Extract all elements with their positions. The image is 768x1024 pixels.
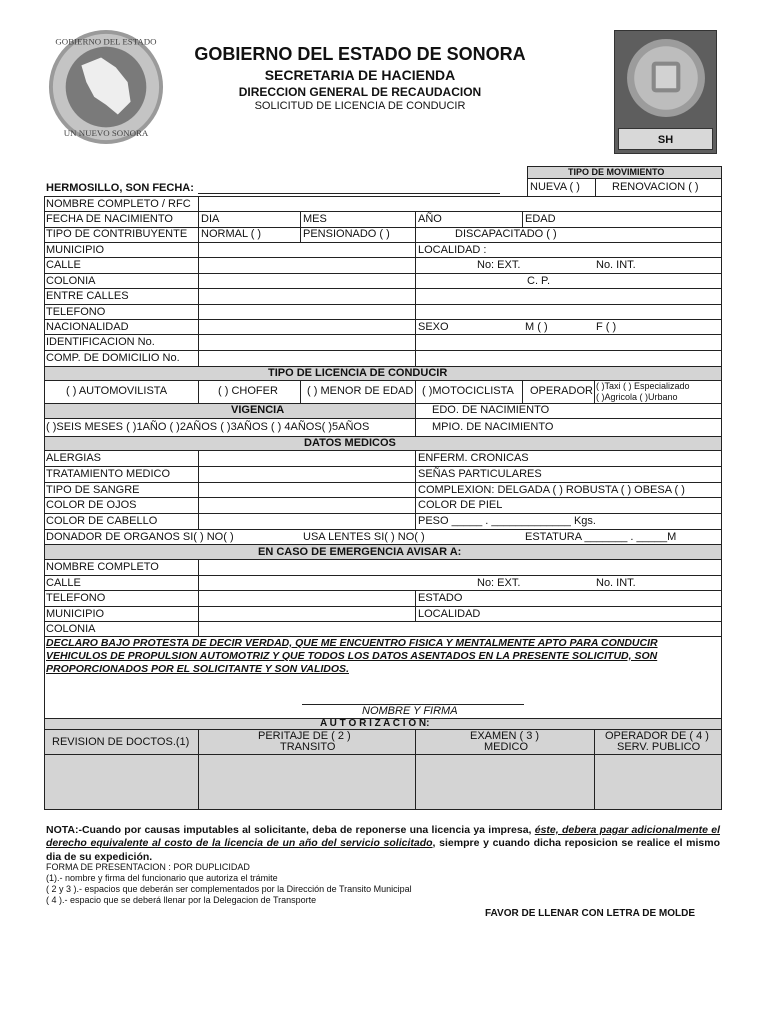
hacienda-seal-logo xyxy=(625,37,707,119)
fecha-label: HERMOSILLO, SON FECHA: xyxy=(46,182,194,194)
nota-text-2: , siempre y cuando dicha reposicion se realice el mismo dia de su expedición. xyxy=(46,837,720,863)
estatura-field[interactable]: ESTATURA _______ . _____M xyxy=(525,531,677,543)
renovacion-option[interactable]: RENOVACION ( ) xyxy=(612,181,699,193)
emergencia-title: EN CASO DE EMERGENCIA AVISAR A: xyxy=(258,546,462,558)
cp-label: C. P. xyxy=(527,275,551,287)
entre-calles-label: ENTRE CALLES xyxy=(46,290,129,302)
no-int-label: No. INT. xyxy=(596,259,636,271)
tratamiento-label: TRATAMIENTO MEDICO xyxy=(46,468,171,480)
automovilista-option[interactable]: ( ) AUTOMOVILISTA xyxy=(66,385,168,397)
operador-header-1: OPERADOR DE ( 4 ) xyxy=(605,730,709,742)
nacionalidad-label: NACIONALIDAD xyxy=(46,321,129,333)
edo-nacimiento-label: EDO. DE NACIMIENTO xyxy=(432,404,550,416)
donador-options[interactable]: DONADOR DE ORGANOS SI( ) NO( ) xyxy=(46,531,234,543)
examen-header-1: EXAMEN ( 3 ) xyxy=(470,730,540,742)
nombre-label: NOMBRE COMPLETO / RFC xyxy=(46,198,191,210)
tipo-sangre-label: TIPO DE SANGRE xyxy=(46,484,140,496)
agricola-urbano-option[interactable]: ( )Agricola ( )Urbano xyxy=(596,392,678,402)
identificacion-label: IDENTIFICACION No. xyxy=(46,336,155,348)
em-calle-label: CALLE xyxy=(46,577,81,589)
localidad-label: LOCALIDAD : xyxy=(418,244,487,256)
mes-label: MES xyxy=(303,213,327,225)
nueva-option[interactable]: NUEVA ( ) xyxy=(530,181,580,193)
forma-presentacion: FORMA DE PRESENTACION : POR DUPLICIDAD xyxy=(46,862,250,872)
mpio-nacimiento-label: MPIO. DE NACIMIENTO xyxy=(432,421,554,433)
enferm-cronicas-label: ENFERM. CRONICAS xyxy=(418,452,529,464)
nota-line-1: (1).- nombre y firma del funcionario que autoriza el trámite xyxy=(46,873,278,883)
calle-label: CALLE xyxy=(46,259,81,271)
color-cabello-label: COLOR DE CABELLO xyxy=(46,515,158,527)
licencia-title: TIPO DE LICENCIA DE CONDUCIR xyxy=(268,367,448,379)
em-localidad-label: LOCALIDAD xyxy=(418,608,481,620)
direccion-title: DIRECCION GENERAL DE RECAUDACION xyxy=(238,85,482,99)
em-nombre-label: NOMBRE COMPLETO xyxy=(46,561,159,573)
sexo-label: SEXO xyxy=(418,321,449,333)
motociclista-option[interactable]: ( )MOTOCICLISTA xyxy=(422,385,514,397)
peso-field[interactable]: PESO _____ . _____________ Kgs. xyxy=(418,515,596,527)
colonia-label: COLONIA xyxy=(46,275,96,287)
firma-label: NOMBRE Y FIRMA xyxy=(362,705,458,717)
peritaje-header-2: TRANSITO xyxy=(280,741,336,753)
em-colonia-label: COLONIA xyxy=(46,623,96,635)
revision-header: REVISION DE DOCTOS.(1) xyxy=(52,736,190,748)
complexion-options[interactable]: COMPLEXION: DELGADA ( ) ROBUSTA ( ) OBESA ( ) xyxy=(418,484,685,496)
nota-paragraph xyxy=(46,824,720,864)
dia-label: DIA xyxy=(201,213,220,225)
tipo-contrib-label: TIPO DE CONTRIBUYENTE xyxy=(46,228,188,240)
municipio-label: MUNICIPIO xyxy=(46,244,105,256)
fecha-underline[interactable] xyxy=(198,193,500,194)
pensionado-option[interactable]: PENSIONADO ( ) xyxy=(303,228,390,240)
comp-domicilio-label: COMP. DE DOMICILIO No. xyxy=(46,352,180,364)
secretaria-title: SECRETARIA DE HACIENDA xyxy=(264,67,456,83)
edad-label: EDAD xyxy=(525,213,556,225)
seal-text-bottom: UN NUEVO SONORA xyxy=(63,128,149,139)
telefono-label: TELEFONO xyxy=(46,306,106,318)
sexo-f-option[interactable]: F ( ) xyxy=(596,321,617,333)
taxi-especializado-option[interactable]: ( )Taxi ( ) Especializado xyxy=(596,381,690,391)
no-ext-label: No: EXT. xyxy=(477,259,521,271)
form-title: SOLICITUD DE LICENCIA DE CONDUCIR xyxy=(254,100,466,112)
menor-edad-option[interactable]: ( ) MENOR DE EDAD xyxy=(307,385,414,397)
normal-option[interactable]: NORMAL ( ) xyxy=(201,228,262,240)
examen-header-2: MEDICO xyxy=(484,741,528,753)
anio-label: AÑO xyxy=(418,213,442,225)
operador-label: OPERADOR xyxy=(530,385,593,397)
favor-llenar: FAVOR DE LLENAR CON LETRA DE MOLDE xyxy=(485,908,695,919)
color-ojos-label: COLOR DE OJOS xyxy=(46,499,137,511)
sexo-m-option[interactable]: M ( ) xyxy=(525,321,548,333)
em-municipio-label: MUNICIPIO xyxy=(46,608,105,620)
sh-stamp-box xyxy=(614,30,717,154)
em-no-ext-label: No: EXT. xyxy=(477,577,521,589)
medicos-title: DATOS MEDICOS xyxy=(304,437,396,449)
nota-text-1: NOTA:-Cuando por causas imputables al solicitante, deba de reponerse una licencia ya impresa, xyxy=(46,824,535,836)
vigencia-options[interactable]: ( )SEIS MESES ( )1AÑO ( )2AÑOS ( )3AÑOS ( ) 4AÑOS( )5AÑOS xyxy=(46,421,370,433)
operador-header-2: SERV. PUBLICO xyxy=(617,741,701,753)
peritaje-header-1: PERITAJE DE ( 2 ) xyxy=(258,730,351,742)
fecha-nac-label: FECHA DE NACIMIENTO xyxy=(46,213,173,225)
discapacitado-option[interactable]: DISCAPACITADO ( ) xyxy=(455,228,557,240)
tipo-movimiento-title: TIPO DE MOVIMIENTO xyxy=(568,167,665,177)
em-no-int-label: No. INT. xyxy=(596,577,636,589)
nota-text-underlined: éste, debera pagar adicionalmente el derecho equivalente al costo de la licencia de un año del servicio solicitado xyxy=(46,824,720,850)
senas-label: SEÑAS PARTICULARES xyxy=(418,468,542,480)
sh-label: SH xyxy=(618,128,713,150)
lentes-options[interactable]: USA LENTES SI( ) NO( ) xyxy=(303,531,425,543)
em-estado-label: ESTADO xyxy=(418,592,463,604)
color-piel-label: COLOR DE PIEL xyxy=(418,499,503,511)
chofer-option[interactable]: ( ) CHOFER xyxy=(218,385,278,397)
autorizacion-title: A U T O R I Z A C I O N: xyxy=(320,718,430,729)
gov-title: GOBIERNO DEL ESTADO DE SONORA xyxy=(194,44,526,64)
alergias-label: ALERGIAS xyxy=(46,452,102,464)
em-telefono-label: TELEFONO xyxy=(46,592,106,604)
seal-text-top: GOBIERNO DEL ESTADO xyxy=(55,36,157,47)
nota-line-2: ( 2 y 3 ).- espacios que deberán ser complementados por la Dirección de Transito Municipal xyxy=(46,884,412,894)
state-seal-logo xyxy=(47,28,165,146)
vigencia-title: VIGENCIA xyxy=(231,404,285,416)
declaracion-text: DECLARO BAJO PROTESTA DE DECIR VERDAD, QUE ME ENCUENTRO FISICA Y MENTALMENTE APTO PARA CONDUCIR VEHICULOS DE PROPULSION AUTOMOTRIZ Y QUE TODOS LOS DATOS ASENTADOS EN LA PRESENTE SOLICITUD, SON PROPORCIONADOS POR EL SOLICITANTE Y SON VALIDOS. xyxy=(46,637,658,675)
nota-line-3: ( 4 ).- espacio que se deberá llenar por la Delegacion de Transporte xyxy=(46,895,317,905)
